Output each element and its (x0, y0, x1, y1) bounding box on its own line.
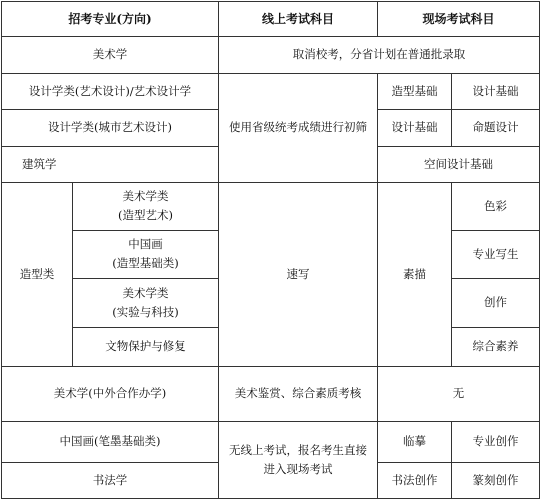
zaoxing-sub-3-line-2: (实验与科技) (112, 304, 179, 319)
zaoxing-sub-3-line-1: 美术学类 (122, 285, 169, 300)
sheji-online-subject: 使用省级统考成绩进行初筛 (219, 74, 378, 183)
zaoxing-sub-2 (73, 231, 219, 279)
table-row (2, 183, 540, 231)
bimo-online-line-2: 进入现场考试 (263, 461, 333, 476)
sheji-art-onsite-a: 造型基础 (378, 74, 452, 110)
major-meishuxue: 美术学 (2, 37, 219, 74)
major-sheji-city: 设计学类(城市艺术设计) (2, 110, 219, 147)
bimo-online-line-1: 无线上考试，报名考生直接 (229, 442, 368, 457)
zhongwai-onsite: 无 (378, 367, 540, 422)
zaoxing-onsite-1: 色彩 (452, 183, 540, 231)
major-bimo: 中国画(笔墨基础类) (2, 422, 219, 463)
zaoxing-onsite-main: 素描 (378, 183, 452, 367)
zaoxing-sub-2-line-1: 中国画 (128, 237, 163, 252)
table-row (2, 37, 540, 74)
zaoxing-sub-1-line-1: 美术学类 (122, 189, 169, 204)
table-header-row (2, 2, 540, 37)
header-onsite-subjects: 现场考试科目 (378, 2, 540, 37)
zaoxing-sub-2-line-2: (造型基础类) (112, 256, 179, 270)
shufa-onsite-b: 篆刻创作 (452, 463, 540, 499)
shufa-onsite-a: 书法创作 (378, 463, 452, 499)
major-sheji-art: 设计学类(艺术设计)/艺术设计学 (2, 74, 219, 110)
bimo-online-subject (219, 422, 378, 499)
meishuxue-note: 取消校考，分省计划在普通批录取 (219, 37, 540, 74)
zaoxing-onsite-2: 专业写生 (452, 231, 540, 279)
sheji-city-onsite-b: 命题设计 (452, 110, 540, 147)
zaoxing-online-subject: 速写 (219, 183, 378, 367)
bimo-onsite-b: 专业创作 (452, 422, 540, 463)
sheji-art-onsite-b: 设计基础 (452, 74, 540, 110)
major-shufa: 书法学 (2, 463, 219, 499)
bimo-onsite-a: 临摹 (378, 422, 452, 463)
table-row (2, 74, 540, 110)
major-jianzhu: 建筑学 (2, 147, 219, 183)
sheji-city-onsite-a: 设计基础 (378, 110, 452, 147)
zaoxing-sub-3 (73, 279, 219, 328)
zaoxing-sub-1-line-2: (造型艺术) (118, 208, 173, 222)
zaoxing-sub-4: 文物保护与修复 (73, 328, 219, 367)
jianzhu-onsite: 空间设计基础 (378, 147, 540, 183)
major-zhongwai: 美术学(中外合作办学) (2, 367, 219, 422)
table-row (2, 367, 540, 422)
category-zaoxing: 造型类 (2, 183, 73, 367)
header-major: 招考专业(方向) (2, 2, 219, 37)
exam-subjects-table (1, 1, 540, 499)
zaoxing-onsite-4: 综合素养 (452, 328, 540, 367)
zhongwai-online-subject: 美术鉴赏、综合素质考核 (219, 367, 378, 422)
zaoxing-sub-1 (73, 183, 219, 231)
header-online-subjects: 线上考试科目 (219, 2, 378, 37)
table-row (2, 422, 540, 463)
zaoxing-onsite-3: 创作 (452, 279, 540, 328)
